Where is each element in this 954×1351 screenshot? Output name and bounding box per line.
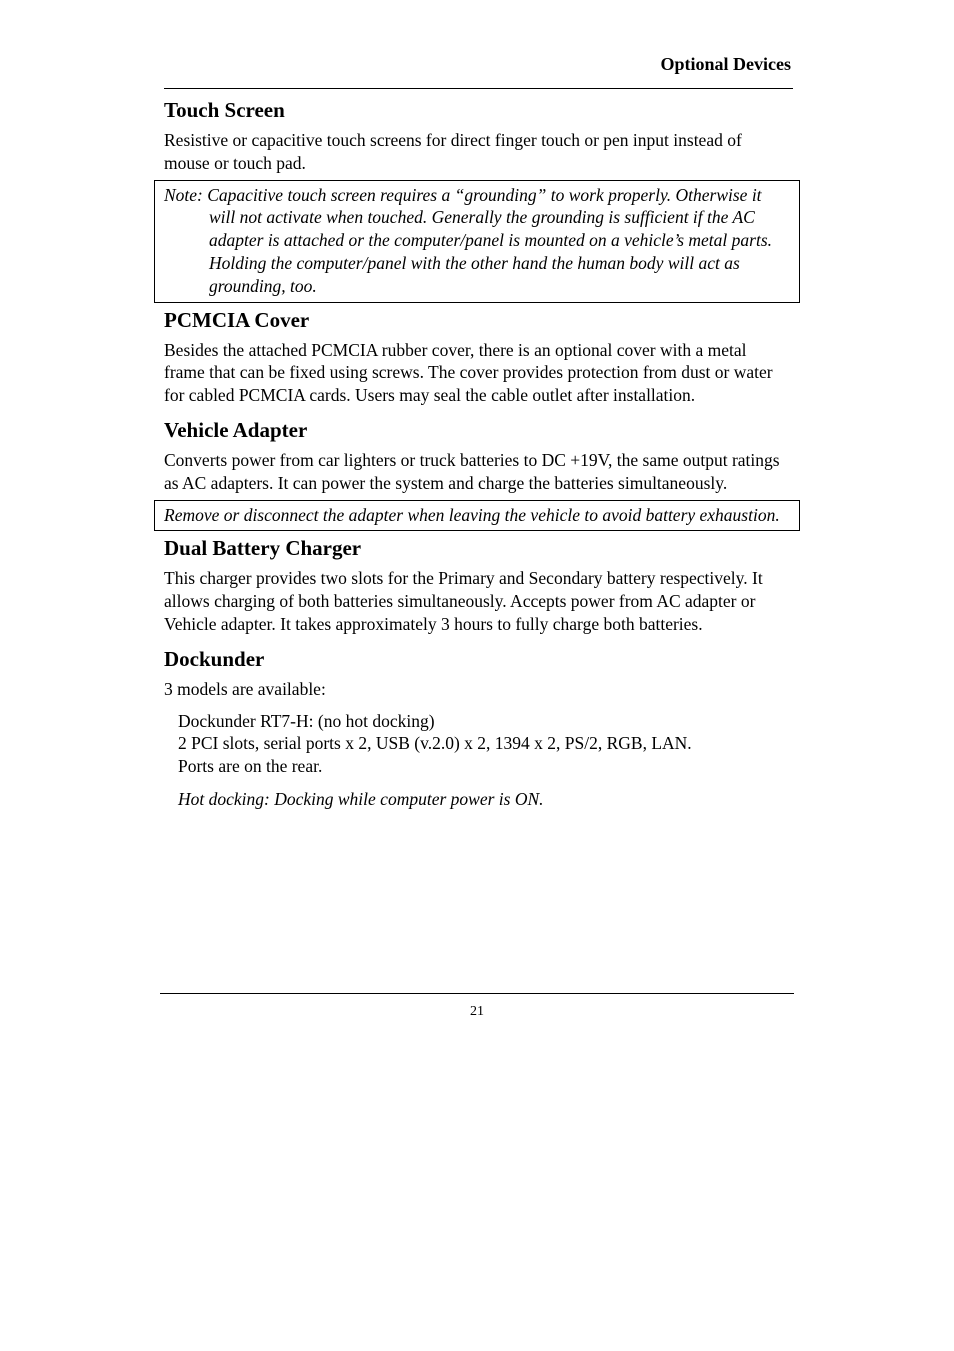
heading-pcmcia-cover: PCMCIA Cover (164, 307, 310, 332)
running-header-title: Optional Devices (660, 54, 791, 74)
vehicle-adapter-note-text: Remove or disconnect the adapter when leaving the vehicle to avoid battery exhaustion. (164, 504, 780, 525)
heading-dual-battery-charger: Dual Battery Charger (164, 536, 362, 561)
touch-screen-note-box (154, 180, 800, 303)
header-divider (164, 88, 793, 89)
dockunder-model-line-3: Ports are on the rear. (178, 756, 323, 777)
heading-vehicle-adapter: Vehicle Adapter (164, 417, 308, 442)
heading-touch-screen: Touch Screen (164, 98, 285, 122)
section-pcmcia-cover (164, 305, 800, 407)
footer-divider (160, 993, 794, 994)
vehicle-adapter-body: Converts power from car lighters or truck batteries to DC +19V, the same output ratings as AC adapters. It can power the system and charge the batteries simultaneously. (164, 449, 780, 493)
hot-docking-note: Hot docking: Docking while computer power is ON. (178, 788, 544, 809)
section-dual-battery-charger (164, 533, 800, 635)
section-touch-screen (164, 95, 800, 303)
vehicle-adapter-note-box (154, 500, 800, 532)
touch-screen-note-text: Note: Capacitive touch screen requires a “grounding” to work properly. Otherwise it will not activate when touched. Generally the grounding is sufficient if the AC adapter is attached or the computer/panel is mounted on a vehicle’s metal parts. Holding the computer/panel with the other hand the human body will act as grounding, too. (164, 184, 772, 296)
section-dockunder (164, 644, 800, 811)
dual-battery-charger-body: This charger provides two slots for the Primary and Secondary battery respectively. It allows charging of both batteries simultaneously. Accepts power from AC adapter or Vehicle adapter. It takes approximately 3 hours to fully charge both batteries. (164, 568, 763, 634)
pcmcia-cover-body: Besides the attached PCMCIA rubber cover, there is an optional cover with a metal frame that can be fixed using screws. The cover provides protection from dust or water for cabled PCMCIA cards. Users may seal the cable outlet after installation. (164, 339, 773, 406)
page-number: 21 (470, 1004, 484, 1019)
dockunder-model-line-1: Dockunder RT7-H: (no hot docking) (178, 710, 435, 731)
heading-dockunder: Dockunder (164, 646, 265, 671)
dockunder-intro: 3 models are available: (164, 678, 326, 699)
page-content (164, 95, 800, 811)
dockunder-model-block (178, 710, 803, 778)
dockunder-model-line-2: 2 PCI slots, serial ports x 2, USB (v.2.0) x 2, 1394 x 2, PS/2, RGB, LAN. (178, 733, 692, 754)
section-vehicle-adapter (164, 415, 800, 531)
touch-screen-body: Resistive or capacitive touch screens for direct finger touch or pen input instead of mouse or touch pad. (164, 130, 742, 173)
